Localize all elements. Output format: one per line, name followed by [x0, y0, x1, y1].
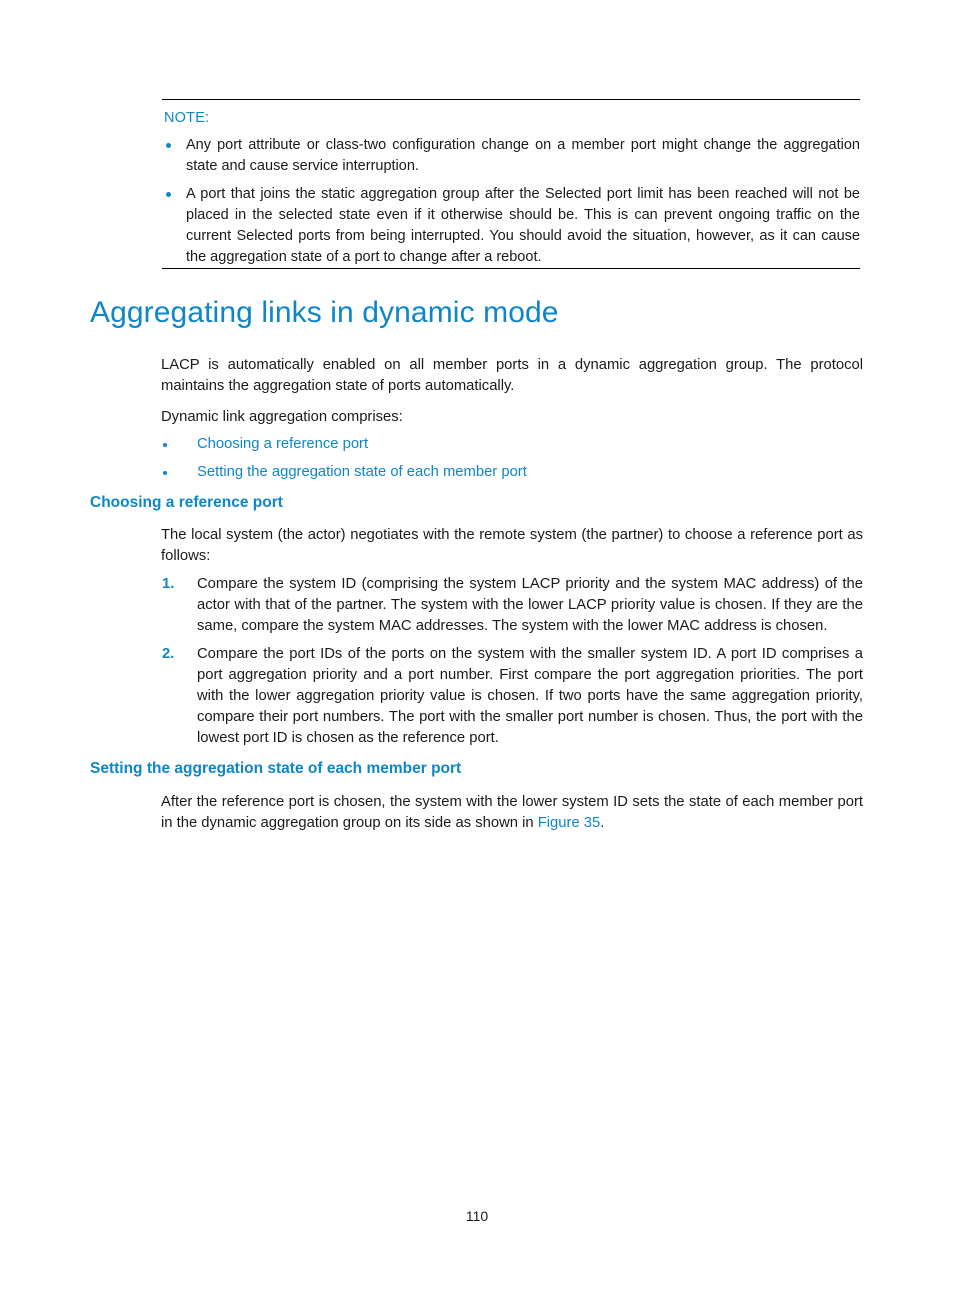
step-number: 1. — [162, 576, 175, 592]
section-title: Aggregating links in dynamic mode — [90, 296, 559, 329]
step-number: 2. — [162, 646, 175, 662]
step-item — [162, 644, 863, 749]
section-intro: LACP is automatically enabled on all member ports in a dynamic aggregation group. The protocol maintains the aggregation state of ports automatically. — [161, 357, 863, 394]
figure-link[interactable]: Figure 35 — [537, 815, 601, 831]
note-box — [162, 99, 860, 269]
subsection-title-setting: Setting the aggregation state of each member port — [90, 760, 462, 777]
body-text-end: . — [600, 815, 605, 831]
subsection-title-choosing: Choosing a reference port — [90, 494, 283, 511]
subsection-body — [161, 792, 863, 834]
toc-link-text: Setting the aggregation state of each member port — [197, 464, 527, 480]
subsection-intro: The local system (the actor) negotiates with the remote system (the partner) to choose a reference port as follows: — [161, 527, 863, 564]
toc-link-text: Choosing a reference port — [197, 436, 369, 452]
toc-link-choosing[interactable] — [197, 434, 368, 455]
page-number: 110 — [465, 1208, 489, 1224]
note-label: NOTE: — [164, 110, 210, 126]
bullet-icon — [163, 443, 167, 447]
bullet-icon — [163, 471, 167, 475]
note-item-text: A port that joins the static aggregation group after the Selected port limit has been reached will not be placed in the selected state even if it otherwise should be. This is can prevent ongoing traffic on the current Selected ports from being interrupted. You should avoid the situation, however, as it can cause the aggregation state of a port to change after a reboot. — [186, 186, 860, 265]
toc-link-setting[interactable] — [197, 462, 527, 483]
note-item — [186, 135, 860, 177]
step-text: Compare the port IDs of the ports on the system with the smaller system ID. A port ID comprises a port aggregation priority and a port number. First compare the port aggregation priorities. The port with the lower aggregation priority value is chosen. If two ports have the same aggregation priority, compare their port numbers. The port with the smaller port number is chosen. Thus, the port with the lowest port ID is chosen as the reference port. — [197, 646, 863, 746]
bullet-icon — [166, 192, 171, 197]
bullet-icon — [166, 143, 171, 148]
step-text: Compare the system ID (comprising the system LACP priority and the system MAC address) of the actor with that of the partner. The system with the lower LACP priority value is chosen. If they are the same, compare the system MAC addresses. The system with the lower MAC address is chosen. — [197, 576, 863, 634]
section-comprises: Dynamic link aggregation comprises: — [161, 409, 403, 425]
note-item-text: Any port attribute or class-two configuration change on a member port might change the aggregation state and cause service interruption. — [186, 137, 860, 174]
note-item — [186, 184, 860, 268]
step-item — [162, 574, 863, 637]
body-text: After the reference port is chosen, the system with the lower system ID sets the state of each member port in the dynamic aggregation group on its side as shown in — [161, 794, 863, 831]
